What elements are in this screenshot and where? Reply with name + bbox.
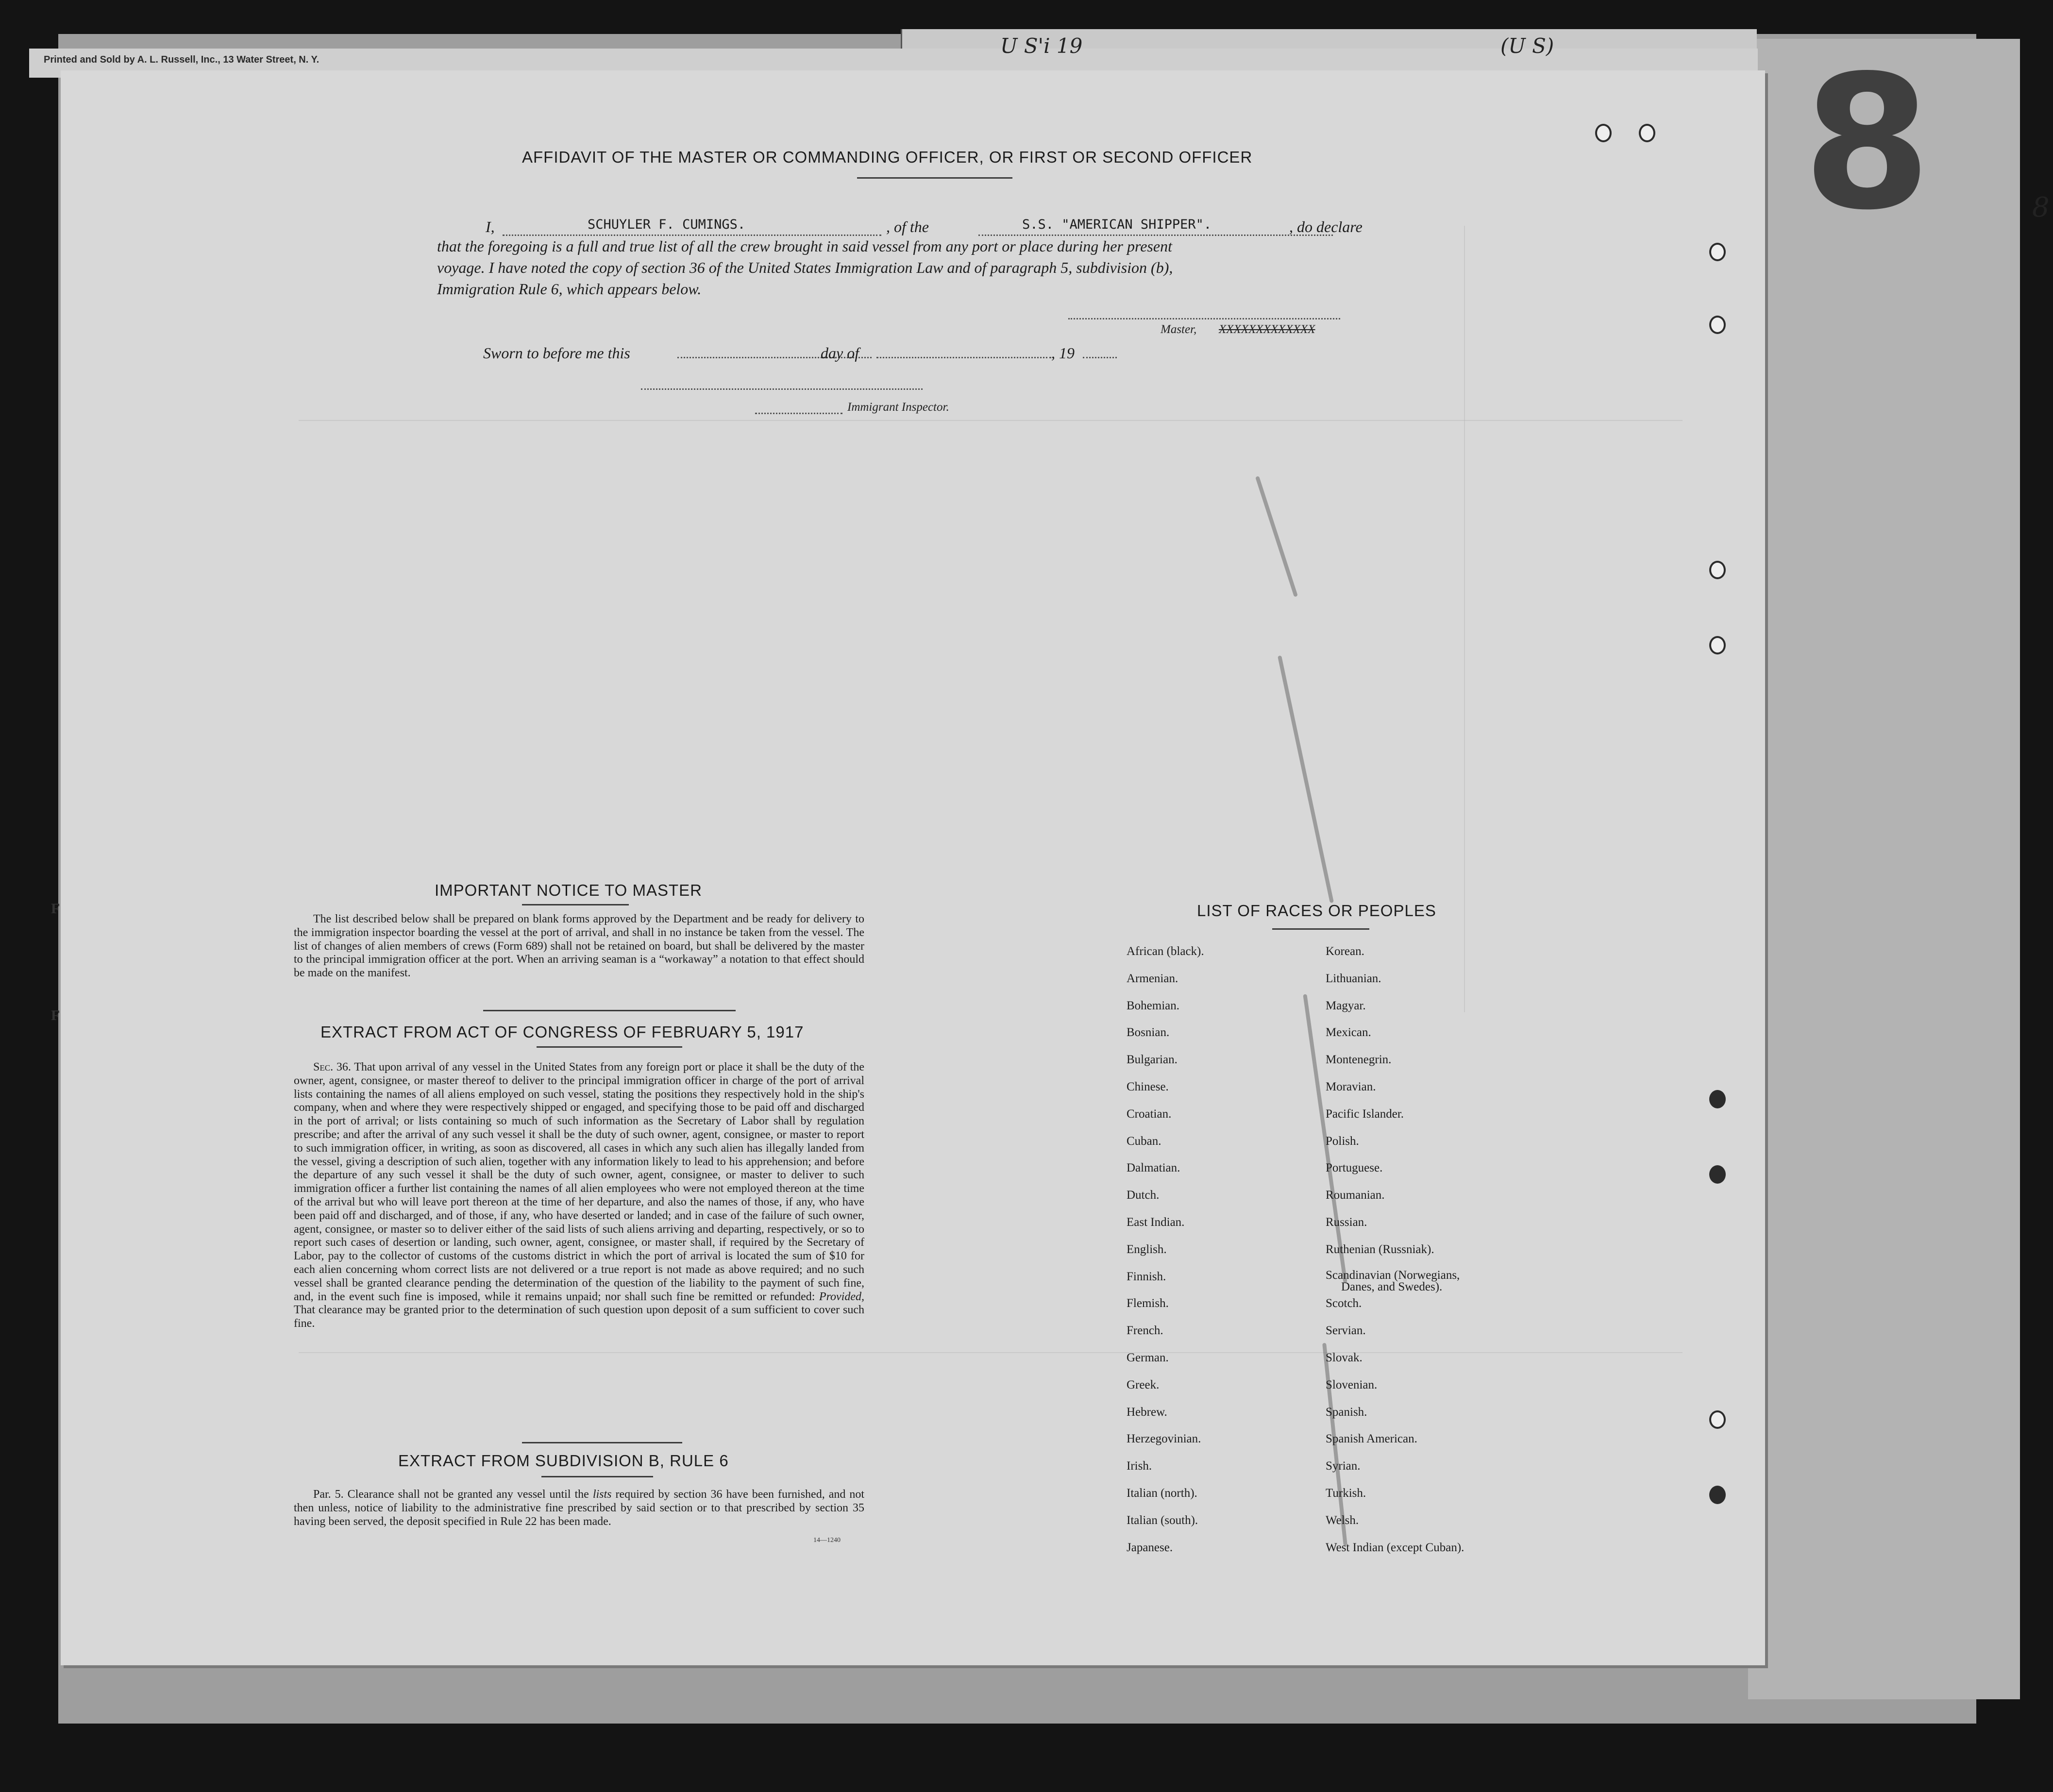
races-rule xyxy=(1272,928,1369,930)
margin-letter: F xyxy=(51,1007,60,1023)
punch-hole xyxy=(1709,1165,1726,1184)
act-rule xyxy=(537,1046,682,1048)
race-item: Portuguese. xyxy=(1326,1161,1383,1175)
race-item: Slovenian. xyxy=(1326,1378,1378,1391)
race-item-line: Scandinavian (Norwegians, xyxy=(1326,1268,1460,1282)
affidavit-line-3: voyage. I have noted the copy of section 36 of the United States Immigration Law and of paragraph 5, subdivision (b), xyxy=(437,259,1173,276)
race-item: Greek. xyxy=(1127,1378,1160,1391)
underlying-sheet-right xyxy=(1748,35,2020,1699)
form-number: 14—1240 xyxy=(813,1537,841,1544)
notice-text: The list described below shall be prepared on blank forms approved by the Department and be ready for delivery to the immigration inspector boarding the vessel at the port of arrival, and shall in no instance be taken from the vessel. The list of changes of alien members of crews (Form 689) shall not be retained on board, but shall be delivered by the master to the principal immigration officer at the port. When an arriving seaman is a “workaway” a notation to that effect should be made on the manifest. xyxy=(294,913,864,980)
folio-stamp: 8 xyxy=(1802,35,1927,251)
race-item: Polish. xyxy=(1326,1134,1359,1148)
race-item: Pacific Islander. xyxy=(1326,1107,1404,1121)
race-item: Korean. xyxy=(1326,945,1364,958)
affidavit-line-4: Immigration Rule 6, which appears below. xyxy=(437,280,702,298)
race-item xyxy=(1326,1270,1464,1297)
punch-hole xyxy=(1709,243,1726,261)
punch-hole xyxy=(1709,561,1726,579)
race-item: Spanish. xyxy=(1326,1405,1367,1419)
master-label: Master, xyxy=(1161,323,1197,336)
race-item: Lithuanian. xyxy=(1326,971,1381,985)
sec-label: Sec. 36. xyxy=(313,1061,351,1073)
title-rule xyxy=(857,177,1012,179)
race-item: Welsh. xyxy=(1326,1513,1359,1527)
race-item: Hebrew. xyxy=(1127,1405,1167,1419)
race-item: Syrian. xyxy=(1326,1459,1361,1473)
margin-letter: F xyxy=(51,901,60,917)
race-item: Moravian. xyxy=(1326,1080,1376,1093)
race-item: Montenegrin. xyxy=(1326,1053,1392,1067)
sworn-day: day of xyxy=(821,344,859,362)
proviso-label: Provided, xyxy=(819,1290,864,1303)
race-item: Irish. xyxy=(1127,1459,1152,1473)
race-item: Servian. xyxy=(1326,1324,1366,1338)
pencil-mark xyxy=(1278,655,1334,903)
top-handwriting-left: U S'i 19 xyxy=(1000,34,1083,58)
punch-hole xyxy=(1709,1090,1726,1108)
race-item: African (black). xyxy=(1127,945,1204,958)
inspector-dotline xyxy=(755,413,842,414)
rule-body-a: Clearance shall not be granted any vessel until the xyxy=(347,1488,589,1501)
race-item: Cuban. xyxy=(1127,1134,1161,1148)
lists-word: lists xyxy=(592,1488,612,1501)
act-body-end: That clearance may be granted prior to the determination of such question upon deposit of a sum sufficient to cover such fine. xyxy=(294,1304,864,1330)
pencil-mark xyxy=(1255,476,1298,597)
notice-title: IMPORTANT NOTICE TO MASTER xyxy=(435,881,703,899)
affidavit-title: AFFIDAVIT OF THE MASTER OR COMMANDING OFFICER, OR FIRST OR SECOND OFFICER xyxy=(522,148,1253,166)
race-item: Chinese. xyxy=(1127,1080,1169,1093)
race-item: Japanese. xyxy=(1127,1541,1173,1554)
punch-hole xyxy=(1709,1410,1726,1429)
top-handwriting-right: (U S) xyxy=(1500,34,1554,58)
rule-text xyxy=(294,1488,864,1528)
sworn-year-dotline xyxy=(1083,357,1117,358)
race-item: Flemish. xyxy=(1127,1297,1169,1310)
race-item: Scotch. xyxy=(1326,1297,1362,1310)
race-item: Magyar. xyxy=(1326,999,1366,1012)
race-item: Slovak. xyxy=(1326,1351,1363,1364)
race-item: Finnish. xyxy=(1127,1270,1166,1283)
printer-imprint: Printed and Sold by A. L. Russell, Inc., 13 Water Street, N. Y. xyxy=(44,54,320,65)
affidavit-declare: , do declare xyxy=(1289,218,1363,235)
affidavit-i: I, xyxy=(486,218,495,235)
inspector-label: Immigrant Inspector. xyxy=(847,401,949,414)
race-item: West Indian (except Cuban). xyxy=(1326,1541,1464,1554)
manifest-page xyxy=(51,70,1765,1665)
punch-hole xyxy=(1709,1486,1726,1504)
show-through-line xyxy=(299,420,1683,421)
show-through-line xyxy=(1464,226,1465,1012)
signature-dotline xyxy=(1068,318,1340,319)
race-item: Turkish. xyxy=(1326,1486,1366,1500)
sworn-label: Sworn to before me this xyxy=(483,344,630,362)
races-left-column xyxy=(1127,944,1204,1567)
act-text xyxy=(294,1061,864,1331)
race-item: East Indian. xyxy=(1127,1215,1185,1229)
race-item: Bohemian. xyxy=(1127,999,1180,1012)
race-item: Dalmatian. xyxy=(1127,1161,1180,1175)
act-body: That upon arrival of any vessel in the United States from any foreign port or place it shall be the duty of the owner, agent, consignee, or master thereof to deliver to the principal immigration officer in charge of the port of arrival lists containing the names of all aliens employed on such vessel, stating the positions they respectively hold in the ship's company, when and where they were respectively shipped or engaged, and specifying those to be paid off and discharged in the port of arrival; or lists containing so much of such information as the Secretary of Labor shall by regulation prescribe; and after the arrival of any such vessel it shall be the duty of such owner, agent, consignee, or master to report to such immigration officer, in writing, as soon as discovered, all cases in which any such alien has illegally landed from the vessel, giving a description of such alien, together with any information likely to lead to his apprehension; and before the departure of any such vessel it shall be the duty of such owner, agent, consignee, or master to deliver to such immigration officer a further list containing the names of all alien employees who were not employed thereon at the time of the arrival but who will leave port thereon at the time of her departure, and also the names of those, if any, who have been paid off and discharged, and of those, if any, who have deserted or landed; and in case of the failure of such owner, agent, consignee, or master so to deliver either of the said lists of such aliens arriving and departing, respectively, or so to report such cases of desertion or landing, such owner, agent, consignee, or master shall, if required by the Secretary of Labor, pay to the collector of customs of the customs district in which the port of arrival is located the sum of $10 for each alien concerning whom correct lists are not delivered or a true report is not made as above required; and no such vessel shall be granted clearance pending the determination of the question of the liability to the payment of such fine, and, in the event such fine is imposed, while it remains unpaid; nor shall such fine be remitted or refunded: xyxy=(294,1061,864,1303)
master-name: SCHUYLER F. CUMINGS. xyxy=(588,217,746,232)
punch-hole xyxy=(1709,316,1726,334)
race-item: Herzegovinian. xyxy=(1127,1432,1201,1446)
punch-hole xyxy=(1709,636,1726,654)
par-label: Par. 5. xyxy=(313,1488,344,1501)
master-struck: XXXXXXXXXXXXX xyxy=(1219,323,1315,336)
race-item: Croatian. xyxy=(1127,1107,1172,1121)
race-item: Armenian. xyxy=(1127,971,1178,985)
race-item: Bosnian. xyxy=(1127,1026,1170,1039)
act-title: EXTRACT FROM ACT OF CONGRESS OF FEBRUARY 5, 1917 xyxy=(320,1023,804,1041)
race-item: Russian. xyxy=(1326,1215,1367,1229)
race-item: English. xyxy=(1127,1242,1167,1256)
notice-rule xyxy=(522,904,629,905)
race-item: French. xyxy=(1127,1324,1163,1338)
race-item: German. xyxy=(1127,1351,1169,1364)
rule-rule-top xyxy=(522,1442,682,1443)
inspector-sign-dotline xyxy=(641,388,923,390)
sworn-year: , 19 xyxy=(1051,344,1075,362)
punch-hole xyxy=(1639,124,1655,142)
race-item: Italian (north). xyxy=(1127,1486,1197,1500)
race-item: Italian (south). xyxy=(1127,1513,1198,1527)
race-item-line: Danes, and Swedes). xyxy=(1341,1280,1443,1293)
race-item: Dutch. xyxy=(1127,1189,1160,1202)
race-item: Spanish American. xyxy=(1326,1432,1417,1446)
punch-hole xyxy=(1595,124,1612,142)
rule-title: EXTRACT FROM SUBDIVISION B, RULE 6 xyxy=(398,1452,729,1470)
folio-handwritten: 8 xyxy=(2032,192,2050,223)
show-through-line xyxy=(299,1352,1683,1353)
races-title: LIST OF RACES OR PEOPLES xyxy=(1197,902,1436,920)
sworn-month-dotline xyxy=(876,357,1051,358)
affidavit-line-2: that the foregoing is a full and true list of all the crew brought in said vessel from any port or place during her present xyxy=(437,237,1172,255)
race-item: Bulgarian. xyxy=(1127,1053,1178,1067)
race-item: Roumanian. xyxy=(1326,1189,1385,1202)
vessel-name: S.S. "AMERICAN SHIPPER". xyxy=(1022,217,1212,232)
rule-body-b: required by section 36 have been furnished, and not then unless, notice of liability to the administrative fine prescribed by said section or to that prescribed by section 35 having been served, the deposit specified in Rule 22 has been made. xyxy=(294,1488,865,1528)
rule-rule xyxy=(541,1476,653,1477)
race-item: Mexican. xyxy=(1326,1026,1371,1039)
section-rule xyxy=(483,1010,736,1011)
affidavit-of-the: , of the xyxy=(886,218,929,235)
race-item: Ruthenian (Russniak). xyxy=(1326,1242,1434,1256)
races-right-column xyxy=(1326,944,1464,1567)
